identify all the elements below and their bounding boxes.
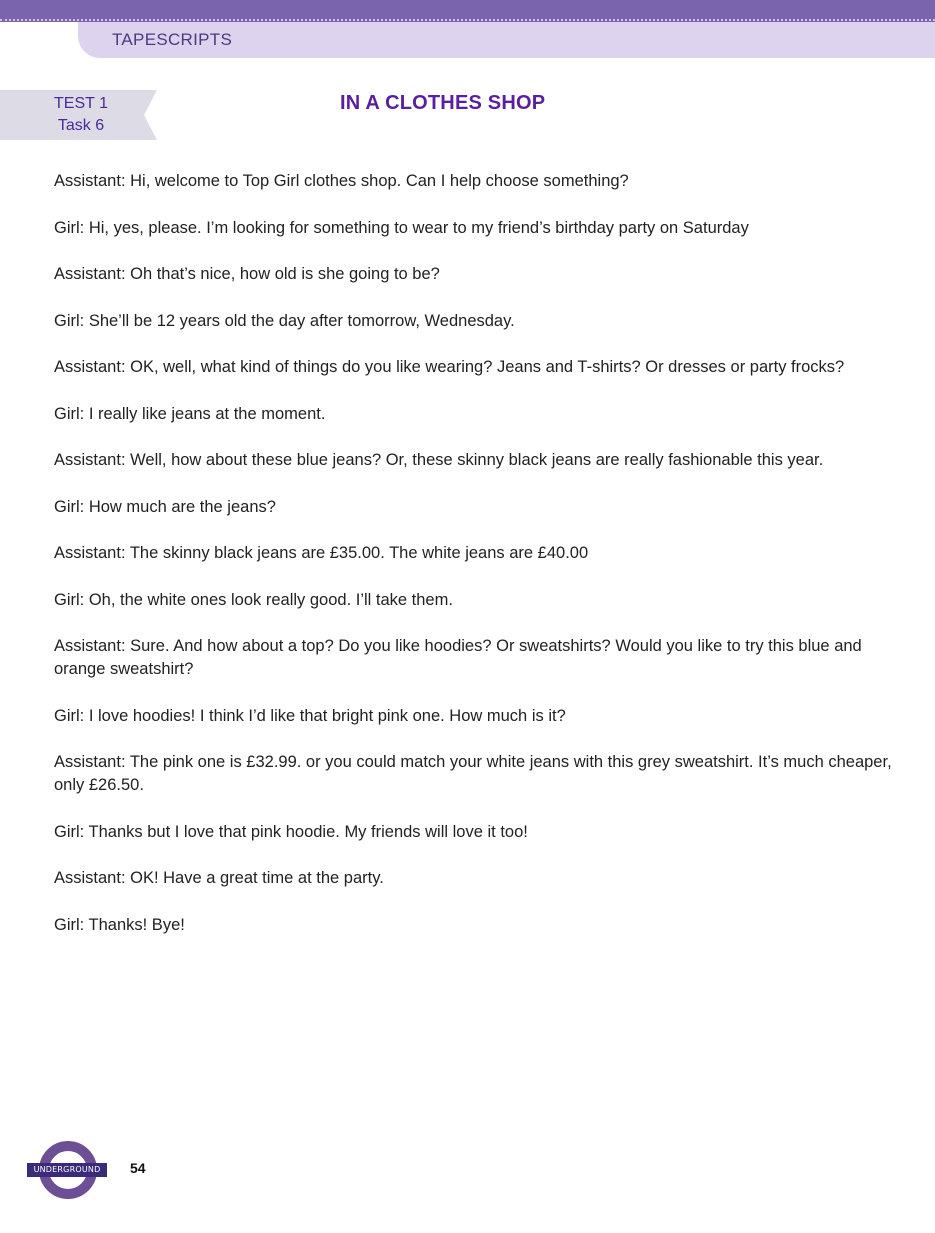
dialogue-line: Girl: Thanks but I love that pink hoodie. My friends will love it too!	[54, 822, 528, 841]
dialogue-line: Girl: Hi, yes, please. I’m looking for something to wear to my friend’s birthday party on Saturday	[54, 218, 749, 237]
dialogue-line: Girl: Thanks! Bye!	[54, 915, 185, 934]
underground-roundel-icon	[27, 1139, 109, 1203]
dialogue-line: Assistant: The pink one is £32.99. or you could match your white jeans with this grey sweatshirt. It’s much cheaper, only £26.50.	[54, 753, 892, 794]
dialogue-line: Assistant: The skinny black jeans are £35.00. The white jeans are £40.00	[54, 544, 589, 562]
dialogue-line: Girl: How much are the jeans?	[54, 497, 276, 516]
dialogue-line: Girl: Oh, the white ones look really good. I’ll take them.	[54, 590, 453, 609]
dialogue-line: Assistant: Hi, welcome to Top Girl clothes shop. Can I help choose something?	[54, 172, 629, 190]
page-number: 54	[130, 1160, 146, 1176]
test-number: TEST 1	[54, 95, 108, 112]
dialogue-line: Girl: I really like jeans at the moment.	[54, 404, 326, 423]
task-number: Task 6	[57, 117, 105, 134]
dialogue-line: Assistant: OK, well, what kind of things do you like wearing? Jeans and T-shirts? Or dresses or party frocks?	[54, 358, 845, 376]
top-band-dotted-line	[0, 19, 935, 21]
transcript	[54, 170, 894, 960]
dialogue-line: Girl: I love hoodies! I think I’d like that bright pink one. How much is it?	[54, 706, 566, 725]
dialogue-line: Assistant: Sure. And how about a top? Do you like hoodies? Or sweatshirts? Would you like to try this blue and orange sweatshirt?	[54, 637, 862, 678]
dialogue-line: Assistant: Well, how about these blue jeans? Or, these skinny black jeans are really fashionable this year.	[54, 451, 824, 469]
dialogue-line: Girl: She’ll be 12 years old the day after tomorrow, Wednesday.	[54, 311, 515, 330]
logo-text: UNDERGROUND	[27, 1163, 107, 1177]
section-label: TAPESCRIPTS	[112, 30, 233, 49]
dialogue-line: Assistant: OK! Have a great time at the party.	[54, 869, 384, 887]
test-task-tag	[0, 90, 157, 140]
page-title: IN A CLOTHES SHOP	[340, 92, 546, 114]
dialogue-line: Assistant: Oh that’s nice, how old is she going to be?	[54, 265, 440, 283]
